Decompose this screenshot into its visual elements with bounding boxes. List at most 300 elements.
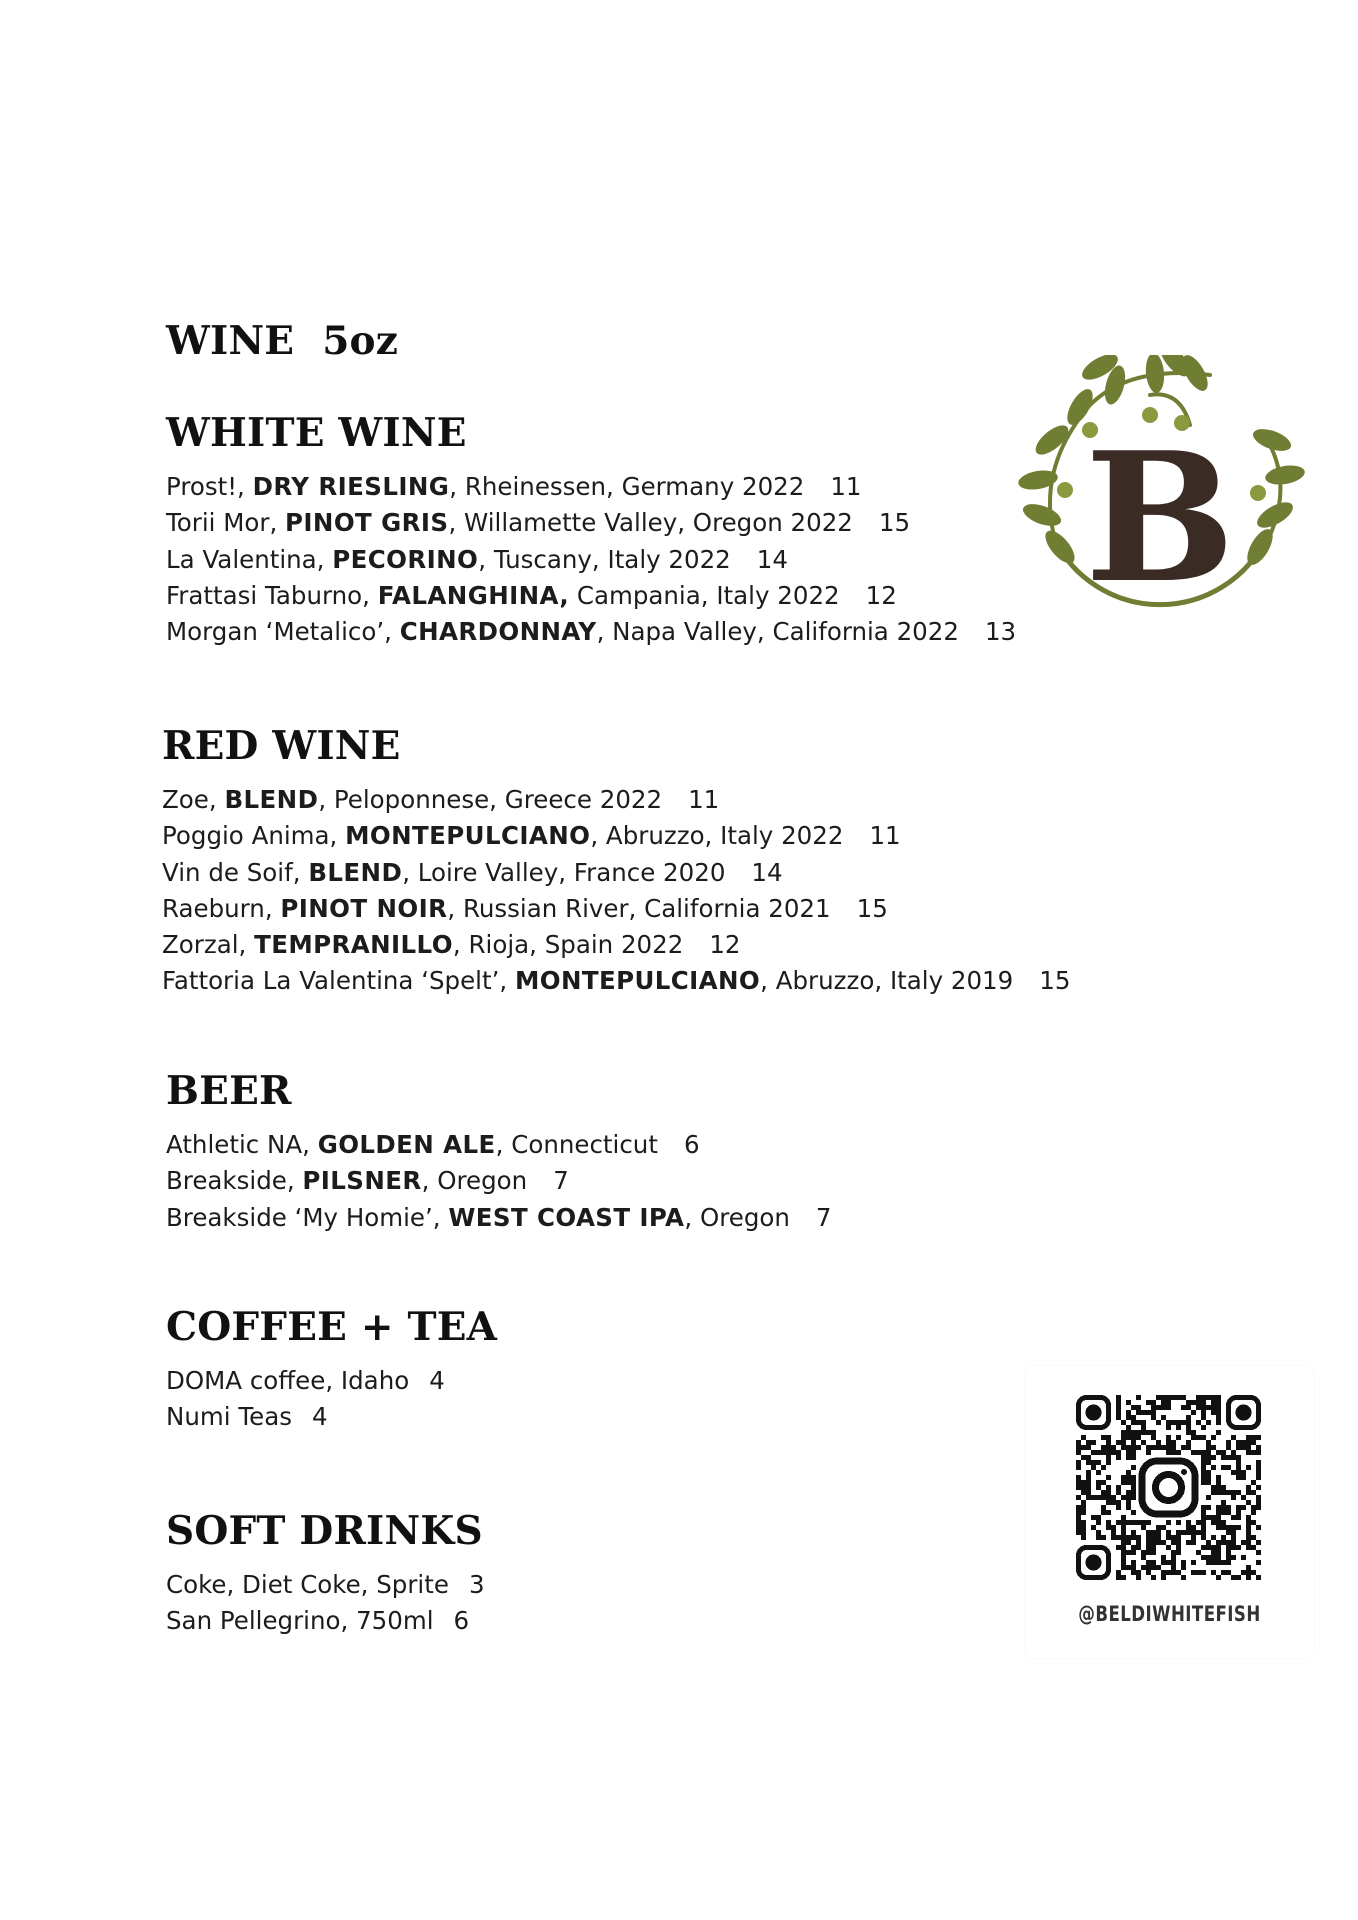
qr-module bbox=[1121, 1495, 1126, 1500]
qr-module bbox=[1246, 1575, 1251, 1580]
instagram-qr-code-icon[interactable] bbox=[1076, 1395, 1261, 1580]
qr-module bbox=[1136, 1540, 1141, 1545]
qr-module bbox=[1226, 1530, 1231, 1535]
item-producer: Athletic NA, bbox=[166, 1130, 318, 1159]
menu-item bbox=[162, 818, 1070, 854]
qr-module bbox=[1216, 1515, 1221, 1520]
beer-list bbox=[166, 1127, 832, 1236]
qr-module bbox=[1081, 1505, 1086, 1510]
qr-module bbox=[1116, 1455, 1121, 1460]
instagram-handle[interactable]: @BELDIWHITEFISH bbox=[1078, 1602, 1261, 1626]
qr-module bbox=[1166, 1450, 1171, 1455]
qr-module bbox=[1101, 1510, 1106, 1515]
qr-module bbox=[1151, 1415, 1156, 1420]
qr-module bbox=[1081, 1520, 1086, 1525]
qr-module bbox=[1156, 1395, 1161, 1400]
qr-module bbox=[1116, 1450, 1121, 1455]
qr-module bbox=[1141, 1420, 1146, 1425]
qr-module bbox=[1126, 1495, 1131, 1500]
qr-module bbox=[1081, 1490, 1086, 1495]
qr-module bbox=[1106, 1475, 1111, 1480]
qr-module bbox=[1081, 1510, 1086, 1515]
qr-module bbox=[1216, 1395, 1221, 1400]
qr-module bbox=[1076, 1460, 1081, 1465]
wreath-leaf bbox=[1264, 463, 1307, 488]
item-name: Numi Teas bbox=[166, 1402, 292, 1432]
qr-module bbox=[1226, 1550, 1231, 1555]
qr-module bbox=[1101, 1435, 1106, 1440]
qr-module bbox=[1121, 1430, 1126, 1435]
qr-module bbox=[1216, 1420, 1221, 1425]
qr-module bbox=[1206, 1555, 1211, 1560]
qr-module bbox=[1096, 1495, 1101, 1500]
qr-module bbox=[1256, 1435, 1261, 1440]
qr-module bbox=[1166, 1530, 1171, 1535]
qr-module bbox=[1236, 1515, 1241, 1520]
qr-module bbox=[1196, 1450, 1201, 1455]
qr-module bbox=[1141, 1550, 1146, 1555]
qr-module bbox=[1076, 1505, 1081, 1510]
qr-module bbox=[1176, 1545, 1181, 1550]
qr-module bbox=[1216, 1510, 1221, 1515]
qr-module bbox=[1221, 1520, 1226, 1525]
menu-item bbox=[166, 505, 1016, 541]
qr-module bbox=[1211, 1445, 1216, 1450]
qr-module bbox=[1131, 1405, 1136, 1410]
qr-module bbox=[1126, 1550, 1131, 1555]
qr-module bbox=[1171, 1420, 1176, 1425]
menu-item bbox=[166, 578, 1016, 614]
qr-module bbox=[1086, 1445, 1091, 1450]
qr-module bbox=[1121, 1445, 1126, 1450]
qr-module bbox=[1146, 1430, 1151, 1435]
qr-module bbox=[1141, 1410, 1146, 1415]
qr-module bbox=[1121, 1535, 1126, 1540]
qr-module bbox=[1166, 1420, 1171, 1425]
item-producer: Vin de Soif, bbox=[162, 857, 309, 887]
qr-module bbox=[1126, 1400, 1131, 1405]
qr-module bbox=[1211, 1405, 1216, 1410]
qr-module bbox=[1256, 1465, 1261, 1470]
qr-module bbox=[1246, 1545, 1251, 1550]
item-varietal: GOLDEN ALE bbox=[317, 1130, 496, 1159]
qr-module bbox=[1131, 1550, 1136, 1555]
qr-module bbox=[1226, 1525, 1231, 1530]
qr-module bbox=[1236, 1465, 1241, 1470]
qr-module bbox=[1256, 1525, 1261, 1530]
item-region: , Tuscany, Italy 2022 bbox=[478, 544, 731, 574]
item-region: , Rioja, Spain 2022 bbox=[452, 930, 684, 960]
qr-module bbox=[1076, 1445, 1081, 1450]
qr-module bbox=[1156, 1420, 1161, 1425]
qr-module bbox=[1156, 1540, 1161, 1545]
qr-module bbox=[1241, 1445, 1246, 1450]
qr-module bbox=[1191, 1400, 1196, 1405]
qr-module bbox=[1216, 1505, 1221, 1510]
qr-module bbox=[1226, 1560, 1231, 1565]
qr-module bbox=[1086, 1490, 1091, 1495]
qr-module bbox=[1176, 1520, 1181, 1525]
qr-module bbox=[1156, 1565, 1161, 1570]
qr-module bbox=[1151, 1530, 1156, 1535]
item-varietal: MONTEPULCIANO bbox=[345, 821, 591, 851]
qr-module bbox=[1196, 1520, 1201, 1525]
qr-module bbox=[1256, 1460, 1261, 1465]
qr-module bbox=[1256, 1495, 1261, 1500]
qr-module bbox=[1126, 1435, 1131, 1440]
qr-module bbox=[1126, 1505, 1131, 1510]
qr-module bbox=[1226, 1540, 1231, 1545]
soft-drinks-list bbox=[166, 1567, 485, 1640]
pour-size: 5oz bbox=[322, 318, 399, 364]
qr-module bbox=[1206, 1545, 1211, 1550]
qr-module bbox=[1226, 1455, 1231, 1460]
qr-module bbox=[1241, 1505, 1246, 1510]
qr-module bbox=[1106, 1510, 1111, 1515]
qr-module bbox=[1121, 1440, 1126, 1445]
qr-module bbox=[1201, 1530, 1206, 1535]
item-price: 15 bbox=[856, 893, 888, 923]
qr-module bbox=[1176, 1425, 1181, 1430]
qr-module bbox=[1201, 1400, 1206, 1405]
item-region: , Abruzzo, Italy 2019 bbox=[760, 966, 1014, 996]
qr-module bbox=[1186, 1445, 1191, 1450]
qr-module bbox=[1126, 1565, 1131, 1570]
qr-module bbox=[1171, 1445, 1176, 1450]
qr-module bbox=[1206, 1495, 1211, 1500]
item-varietal: FALANGHINA, bbox=[377, 580, 570, 610]
qr-module bbox=[1111, 1495, 1116, 1500]
menu-title bbox=[166, 318, 398, 364]
qr-module bbox=[1191, 1410, 1196, 1415]
qr-module bbox=[1116, 1520, 1121, 1525]
qr-module bbox=[1161, 1560, 1166, 1565]
qr-module bbox=[1136, 1405, 1141, 1410]
qr-module bbox=[1171, 1555, 1176, 1560]
qr-module bbox=[1111, 1525, 1116, 1530]
qr-module bbox=[1116, 1410, 1121, 1415]
qr-module bbox=[1181, 1420, 1186, 1425]
qr-module bbox=[1171, 1560, 1176, 1565]
qr-module bbox=[1111, 1445, 1116, 1450]
qr-module bbox=[1116, 1395, 1121, 1400]
qr-module bbox=[1181, 1560, 1186, 1565]
qr-module bbox=[1151, 1565, 1156, 1570]
qr-module bbox=[1126, 1535, 1131, 1540]
qr-module bbox=[1241, 1540, 1246, 1545]
qr-module bbox=[1136, 1570, 1141, 1575]
item-varietal: PINOT GRIS bbox=[285, 508, 449, 538]
qr-module bbox=[1091, 1495, 1096, 1500]
qr-module bbox=[1156, 1445, 1161, 1450]
qr-module bbox=[1216, 1550, 1221, 1555]
qr-module bbox=[1146, 1520, 1151, 1525]
item-price: 6 bbox=[453, 1606, 470, 1636]
qr-module bbox=[1246, 1465, 1251, 1470]
section-title-soft-drinks: SOFT DRINKS bbox=[166, 1508, 483, 1554]
qr-module bbox=[1101, 1535, 1106, 1540]
qr-module bbox=[1201, 1415, 1206, 1420]
item-varietal: CHARDONNAY bbox=[399, 617, 597, 647]
qr-module bbox=[1131, 1535, 1136, 1540]
qr-module bbox=[1191, 1540, 1196, 1545]
qr-module bbox=[1086, 1475, 1091, 1480]
qr-module bbox=[1121, 1530, 1126, 1535]
qr-module bbox=[1131, 1465, 1136, 1470]
qr-module bbox=[1206, 1445, 1211, 1450]
menu-item bbox=[162, 891, 1070, 927]
item-producer: Frattasi Taburno, bbox=[166, 580, 378, 610]
qr-module bbox=[1121, 1525, 1126, 1530]
qr-module bbox=[1231, 1455, 1236, 1460]
qr-module bbox=[1081, 1525, 1086, 1530]
qr-module bbox=[1081, 1485, 1086, 1490]
qr-module bbox=[1176, 1395, 1181, 1400]
qr-module bbox=[1176, 1550, 1181, 1555]
qr-module bbox=[1166, 1445, 1171, 1450]
qr-module bbox=[1226, 1555, 1231, 1560]
qr-module bbox=[1101, 1505, 1106, 1510]
qr-module bbox=[1211, 1395, 1216, 1400]
qr-module bbox=[1131, 1565, 1136, 1570]
qr-module bbox=[1111, 1530, 1116, 1535]
item-varietal: MONTEPULCIANO bbox=[514, 966, 761, 996]
qr-finder-inner bbox=[1086, 1555, 1102, 1571]
qr-module bbox=[1186, 1540, 1191, 1545]
qr-finder-inner bbox=[1236, 1405, 1252, 1421]
qr-module bbox=[1181, 1445, 1186, 1450]
qr-module bbox=[1206, 1505, 1211, 1510]
item-region: , Rheinessen, Germany 2022 bbox=[449, 472, 805, 501]
qr-module bbox=[1251, 1520, 1256, 1525]
item-price: 13 bbox=[984, 617, 1017, 647]
qr-module bbox=[1201, 1520, 1206, 1525]
qr-module bbox=[1241, 1470, 1246, 1475]
qr-module bbox=[1131, 1450, 1136, 1455]
qr-module bbox=[1251, 1505, 1256, 1510]
qr-module bbox=[1116, 1575, 1121, 1580]
qr-module bbox=[1236, 1545, 1241, 1550]
qr-module bbox=[1166, 1570, 1171, 1575]
qr-module bbox=[1201, 1475, 1206, 1480]
qr-module bbox=[1256, 1575, 1261, 1580]
olive-wreath-logo bbox=[1000, 355, 1310, 617]
qr-module bbox=[1216, 1555, 1221, 1560]
qr-module bbox=[1171, 1550, 1176, 1555]
qr-module bbox=[1111, 1500, 1116, 1505]
qr-module bbox=[1131, 1570, 1136, 1575]
qr-module bbox=[1136, 1435, 1141, 1440]
qr-module bbox=[1256, 1505, 1261, 1510]
item-region: , Connecticut bbox=[495, 1130, 658, 1159]
qr-module bbox=[1146, 1535, 1151, 1540]
item-producer: La Valentina, bbox=[166, 544, 333, 574]
logo-letter: B bbox=[1084, 413, 1236, 617]
qr-module bbox=[1076, 1480, 1081, 1485]
qr-module bbox=[1256, 1560, 1261, 1565]
item-region: Campania, Italy 2022 bbox=[569, 580, 840, 610]
qr-module bbox=[1216, 1560, 1221, 1565]
qr-module bbox=[1126, 1445, 1131, 1450]
qr-module bbox=[1191, 1535, 1196, 1540]
qr-module bbox=[1206, 1405, 1211, 1410]
qr-module bbox=[1126, 1475, 1131, 1480]
qr-module bbox=[1106, 1485, 1111, 1490]
qr-module bbox=[1251, 1510, 1256, 1515]
qr-module bbox=[1081, 1455, 1086, 1460]
qr-module bbox=[1211, 1455, 1216, 1460]
qr-module bbox=[1171, 1570, 1176, 1575]
qr-module bbox=[1201, 1525, 1206, 1530]
qr-module bbox=[1106, 1455, 1111, 1460]
qr-module bbox=[1171, 1395, 1176, 1400]
white-wine-list bbox=[166, 469, 1016, 650]
qr-module bbox=[1251, 1440, 1256, 1445]
qr-module bbox=[1091, 1440, 1096, 1445]
qr-module bbox=[1096, 1450, 1101, 1455]
qr-module bbox=[1146, 1570, 1151, 1575]
qr-module bbox=[1146, 1445, 1151, 1450]
qr-module bbox=[1161, 1415, 1166, 1420]
qr-module bbox=[1186, 1440, 1191, 1445]
qr-module bbox=[1176, 1420, 1181, 1425]
qr-module bbox=[1116, 1485, 1121, 1490]
qr-module bbox=[1221, 1510, 1226, 1515]
qr-module bbox=[1246, 1485, 1251, 1490]
item-producer: Prost!, bbox=[166, 472, 253, 501]
qr-finder-inner bbox=[1086, 1405, 1102, 1421]
item-price: 12 bbox=[865, 580, 897, 610]
qr-module bbox=[1231, 1555, 1236, 1560]
qr-module bbox=[1201, 1570, 1206, 1575]
qr-module bbox=[1141, 1520, 1146, 1525]
qr-module bbox=[1231, 1575, 1236, 1580]
qr-module bbox=[1126, 1500, 1131, 1505]
qr-module bbox=[1201, 1395, 1206, 1400]
qr-module bbox=[1161, 1575, 1166, 1580]
item-varietal: PINOT NOIR bbox=[280, 893, 448, 923]
qr-module bbox=[1151, 1405, 1156, 1410]
qr-module bbox=[1246, 1440, 1251, 1445]
qr-module bbox=[1116, 1570, 1121, 1575]
qr-module bbox=[1161, 1555, 1166, 1560]
qr-module bbox=[1106, 1500, 1111, 1505]
qr-module bbox=[1091, 1460, 1096, 1465]
qr-module bbox=[1136, 1395, 1141, 1400]
qr-module bbox=[1166, 1520, 1171, 1525]
qr-module bbox=[1241, 1440, 1246, 1445]
item-price: 14 bbox=[751, 857, 783, 887]
qr-module bbox=[1211, 1435, 1216, 1440]
qr-module bbox=[1196, 1530, 1201, 1535]
qr-module bbox=[1081, 1480, 1086, 1485]
qr-module bbox=[1151, 1560, 1156, 1565]
item-producer: Fattoria La Valentina ‘Spelt’, bbox=[162, 966, 515, 996]
qr-module bbox=[1076, 1530, 1081, 1535]
qr-module bbox=[1091, 1515, 1096, 1520]
qr-module bbox=[1251, 1480, 1256, 1485]
qr-module bbox=[1201, 1405, 1206, 1410]
qr-module bbox=[1206, 1395, 1211, 1400]
section-title-white-wine: WHITE WINE bbox=[166, 410, 467, 456]
item-price: 11 bbox=[688, 785, 720, 814]
qr-module bbox=[1086, 1440, 1091, 1445]
qr-module bbox=[1236, 1510, 1241, 1515]
item-region: , Oregon bbox=[421, 1166, 528, 1196]
qr-module bbox=[1251, 1450, 1256, 1455]
qr-module bbox=[1201, 1510, 1206, 1515]
qr-module bbox=[1256, 1475, 1261, 1480]
instagram-qr-card[interactable] bbox=[1025, 1366, 1314, 1658]
qr-module bbox=[1146, 1540, 1151, 1545]
item-producer: Breakside ‘My Homie’, bbox=[166, 1202, 449, 1232]
qr-module bbox=[1131, 1480, 1136, 1485]
qr-module bbox=[1211, 1490, 1216, 1495]
menu-item bbox=[166, 1363, 445, 1399]
qr-module bbox=[1121, 1575, 1126, 1580]
qr-module bbox=[1131, 1440, 1136, 1445]
qr-module bbox=[1106, 1440, 1111, 1445]
qr-module bbox=[1201, 1465, 1206, 1470]
qr-module bbox=[1131, 1445, 1136, 1450]
qr-module bbox=[1096, 1480, 1101, 1485]
item-producer: Zorzal, bbox=[162, 930, 255, 960]
qr-module bbox=[1106, 1495, 1111, 1500]
qr-module bbox=[1121, 1515, 1126, 1520]
qr-module bbox=[1226, 1445, 1231, 1450]
qr-module bbox=[1236, 1505, 1241, 1510]
qr-module bbox=[1126, 1520, 1131, 1525]
qr-module bbox=[1241, 1495, 1246, 1500]
qr-module bbox=[1076, 1450, 1081, 1455]
qr-module bbox=[1086, 1480, 1091, 1485]
qr-module bbox=[1246, 1515, 1251, 1520]
item-producer: Morgan ‘Metalico’, bbox=[166, 617, 400, 647]
qr-module bbox=[1176, 1540, 1181, 1545]
menu-item bbox=[162, 963, 1070, 999]
item-region: , Abruzzo, Italy 2022 bbox=[590, 821, 844, 851]
qr-module bbox=[1211, 1535, 1216, 1540]
qr-module bbox=[1116, 1500, 1121, 1505]
qr-module bbox=[1221, 1490, 1226, 1495]
qr-module bbox=[1201, 1505, 1206, 1510]
qr-module bbox=[1236, 1440, 1241, 1445]
qr-module bbox=[1126, 1470, 1131, 1475]
qr-module bbox=[1166, 1395, 1171, 1400]
qr-module bbox=[1236, 1470, 1241, 1475]
qr-module bbox=[1221, 1570, 1226, 1575]
qr-module bbox=[1131, 1420, 1136, 1425]
item-price: 12 bbox=[709, 930, 741, 960]
qr-module bbox=[1186, 1425, 1191, 1430]
item-price: 11 bbox=[830, 472, 862, 501]
item-price: 15 bbox=[878, 508, 911, 538]
qr-module bbox=[1221, 1500, 1226, 1505]
qr-module bbox=[1091, 1465, 1096, 1470]
qr-module bbox=[1216, 1475, 1221, 1480]
qr-module bbox=[1181, 1405, 1186, 1410]
qr-module bbox=[1186, 1405, 1191, 1410]
qr-module bbox=[1106, 1460, 1111, 1465]
qr-module bbox=[1141, 1440, 1146, 1445]
qr-module bbox=[1131, 1430, 1136, 1435]
qr-module bbox=[1211, 1400, 1216, 1405]
qr-module bbox=[1121, 1475, 1126, 1480]
qr-module bbox=[1106, 1450, 1111, 1455]
qr-module bbox=[1131, 1475, 1136, 1480]
qr-module bbox=[1146, 1565, 1151, 1570]
qr-module bbox=[1076, 1495, 1081, 1500]
